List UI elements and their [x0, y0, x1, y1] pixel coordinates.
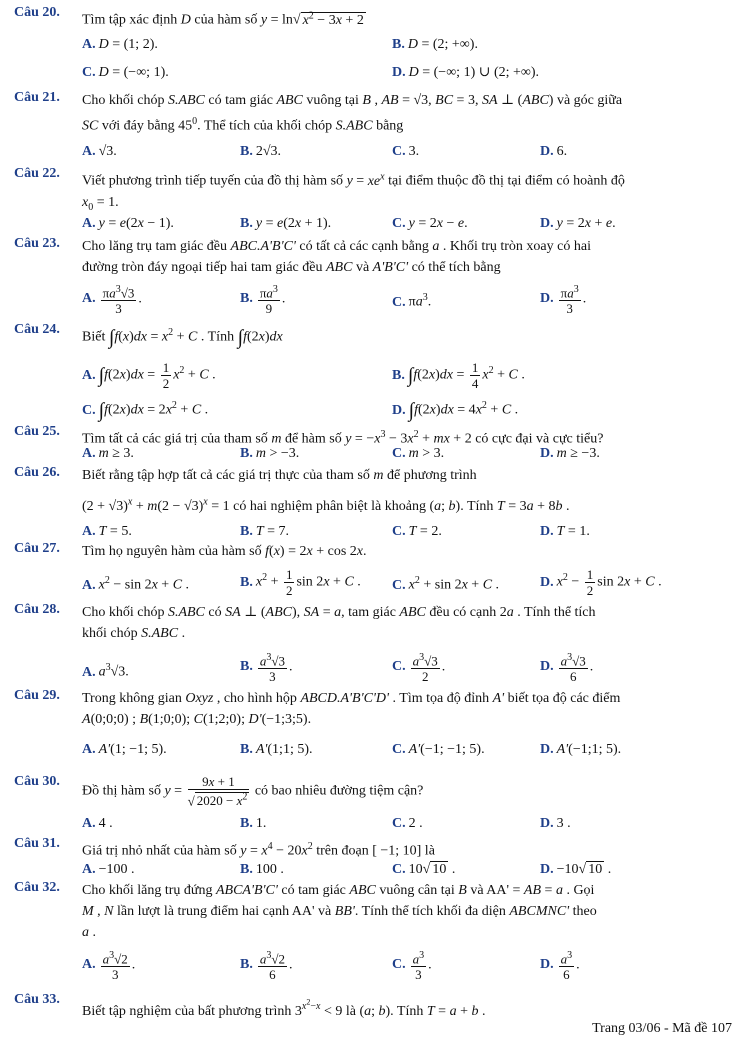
option-c[interactable]: C. $\frac{a^3}{3}$ .	[392, 950, 432, 983]
option-b[interactable]: B. A'(1;1; 5).	[240, 742, 313, 757]
option-c[interactable]: C. 2 .	[392, 816, 423, 831]
question-number: Câu 26.	[14, 465, 60, 480]
question-number: Câu 23.	[14, 236, 60, 251]
option-d[interactable]: D. $\frac{a^3}{6}$ .	[540, 950, 580, 983]
option-c[interactable]: C. y = 2x − e.	[392, 216, 468, 231]
option-c[interactable]: C. $x^2 + \sin 2x + C$ .	[392, 575, 500, 593]
question-text: Trong không gian Oxyz , cho hình hộp ABCD.A'B'C'D' . Tìm tọa độ đỉnh A' biết tọa độ các điểm A(0;0;0) ; B(1;0;0); C(1;2;0); D'(−1;3;5).	[82, 691, 621, 727]
question-text: Cho khối chóp S.ABC có tam giác ABC vuông tại B , AB = √3, BC = 3, SA ⊥ (ABC) và góc giữa SC với đáy bằng $45^0$. Thể tích của khối chóp S.ABC bằng	[82, 93, 623, 134]
option-c[interactable]: C. 10√ 10 .	[392, 862, 456, 877]
option-a[interactable]: A. $a^3√3$.	[82, 662, 129, 680]
option-c[interactable]: C. 3.	[392, 144, 420, 159]
option-d[interactable]: D. −10√ 10 .	[540, 862, 612, 877]
question-text: Cho lăng trụ tam giác đều ABC.A'B'C' có tất cả các cạnh bằng a . Khối trụ tròn xoay có hai đường tròn đáy ngoại tiếp hai tam giác đều ABC và A'B'C' có thể tích bằng	[82, 239, 591, 275]
option-d[interactable]: D. 3 .	[540, 816, 571, 831]
option-a[interactable]: A. D = (1; 2).	[82, 37, 158, 52]
question-number: Câu 24.	[14, 322, 60, 337]
question-number: Câu 27.	[14, 541, 60, 556]
option-a[interactable]: A. 4 .	[82, 816, 113, 831]
option-a[interactable]: A. m ≥ 3.	[82, 446, 134, 461]
option-a[interactable]: A. A'(1; −1; 5).	[82, 742, 167, 757]
option-a[interactable]: A. $\frac{\pi a^3√3}{3}$ .	[82, 284, 142, 317]
option-b[interactable]: B. ∫f(2x)dx = $\frac{1}{4}$ $x^2 + C$ .	[392, 360, 525, 391]
option-b[interactable]: B. m > −3.	[240, 446, 300, 461]
option-a[interactable]: A. −100 .	[82, 862, 135, 877]
question-text: Tìm tập xác định D của hàm số y = ln√ $x^2 - 3x + 2$	[82, 10, 364, 28]
option-b[interactable]: B. $x^2$ + $\frac{1}{2}$ sin 2x + C .	[240, 567, 361, 598]
option-d[interactable]: D. $\int f(2x)dx = 4x^2 + C$ .	[392, 399, 519, 422]
option-d[interactable]: D. T = 1.	[540, 524, 590, 539]
option-c[interactable]: C. $\pi a^3$.	[392, 292, 432, 310]
option-d[interactable]: D. 6.	[540, 144, 568, 159]
question-number: Câu 22.	[14, 166, 60, 181]
question-number: Câu 31.	[14, 836, 60, 851]
question-text: Đồ thị hàm số y = $\frac{9x + 1}{√ 2020 - x^2}$ có bao nhiêu đường tiệm cận?	[82, 774, 424, 809]
page-footer: Trang 03/06 - Mã đề 107	[592, 1021, 732, 1036]
option-a[interactable]: A. √3.	[82, 144, 117, 159]
option-a[interactable]: A. ∫f(2x)dx = $\frac{1}{2}$ $x^2 + C$ .	[82, 360, 216, 391]
option-a[interactable]: A. y = e(2x − 1).	[82, 216, 174, 231]
question-number: Câu 32.	[14, 880, 60, 895]
option-b[interactable]: B. $\frac{\pi a^3}{9}$ .	[240, 284, 286, 317]
option-a[interactable]: A. $x^2 - \sin 2x + C$ .	[82, 575, 190, 593]
option-d[interactable]: D. A'(−1;1; 5).	[540, 742, 622, 757]
question-number: Câu 28.	[14, 602, 60, 617]
option-b[interactable]: B. y = e(2x + 1).	[240, 216, 332, 231]
question-number: Câu 21.	[14, 90, 60, 105]
option-c[interactable]: C. m > 3.	[392, 446, 445, 461]
option-c[interactable]: C. D = (−∞; 1).	[82, 65, 169, 80]
question-number: Câu 20.	[14, 5, 60, 20]
question-number: Câu 30.	[14, 774, 60, 789]
question-number: Câu 33.	[14, 992, 60, 1007]
question-text: Biết $\int f(x)dx = x^2 + C$ . Tính ∫f(2x)dx	[82, 326, 283, 349]
option-d[interactable]: D. $\frac{a^3√3}{6}$ .	[540, 652, 594, 685]
option-d[interactable]: D. $\frac{\pi a^3}{3}$ .	[540, 284, 587, 317]
option-d[interactable]: D. m ≥ −3.	[540, 446, 600, 461]
option-c[interactable]: C. $\int f(2x)dx = 2x^2 + C$ .	[82, 399, 209, 422]
question-text: Tìm họ nguyên hàm của hàm số f(x) = 2x + cos 2x.	[82, 544, 367, 559]
question-text: Biết rằng tập hợp tất cả các giá trị thực của tham số m để phương trình $(2 + √3)^x + m(2 - √3)^x = 1$ có hai nghiệm phân biệt là khoảng (a; b). Tính T = 3a + 8b .	[82, 468, 570, 514]
option-b[interactable]: B. $\frac{a^3√2}{6}$ .	[240, 950, 293, 983]
question-number: Câu 25.	[14, 424, 60, 439]
option-b[interactable]: B. D = (2; +∞).	[392, 37, 478, 52]
option-b[interactable]: B. 100 .	[240, 862, 284, 877]
option-a[interactable]: A. $\frac{a^3√2}{3}$ .	[82, 950, 136, 983]
option-b[interactable]: B. T = 7.	[240, 524, 290, 539]
option-b[interactable]: B. $\frac{a^3√3}{3}$ .	[240, 652, 293, 685]
question-text: Cho khối chóp S.ABC có SA ⊥ (ABC), SA = a, tam giác ABC đều có cạnh 2a . Tính thể tích khối chóp S.ABC .	[82, 605, 596, 641]
option-a[interactable]: A. T = 5.	[82, 524, 132, 539]
question-text: Tìm tất cả các giá trị của tham số m để hàm số $y = -x^3 - 3x^2$ + mx + 2 có cực đại và cực tiểu?	[82, 429, 604, 447]
option-d[interactable]: D. D = (−∞; 1) ∪ (2; +∞).	[392, 65, 540, 80]
question-text: Cho khối lăng trụ đứng ABCA'B'C' có tam giác ABC vuông cân tại B và AA' = AB = a . Gọi M , N lần lượt là trung điểm hai cạnh AA' và BB'. Tính thể tích khối đa diện ABCMNC' theo a .	[82, 883, 597, 940]
option-c[interactable]: C. T = 2.	[392, 524, 442, 539]
option-c[interactable]: C. $\frac{a^3√3}{2}$ .	[392, 652, 446, 685]
question-text: Biết tập nghiệm của bất phương trình $3^{x^2-x} < 9$ là (a; b). Tính T = a + b .	[82, 998, 486, 1019]
question-text: Viết phương trình tiếp tuyến của đồ thị hàm số $y = xe^x$ tại điểm thuộc đồ thị tại điểm có hoành độ $x_0 = 1$.	[82, 171, 625, 213]
option-d[interactable]: D. $x^2$ − $\frac{1}{2}$ sin 2x + C .	[540, 567, 662, 598]
option-b[interactable]: B. 2√3.	[240, 144, 282, 159]
option-d[interactable]: D. y = 2x + e.	[540, 216, 616, 231]
option-c[interactable]: C. A'(−1; −1; 5).	[392, 742, 485, 757]
option-b[interactable]: B. 1.	[240, 816, 267, 831]
question-text: Giá trị nhỏ nhất của hàm số $y = x^4 - 20x^2$ trên đoạn [ −1; 10] là	[82, 841, 435, 859]
question-number: Câu 29.	[14, 688, 60, 703]
